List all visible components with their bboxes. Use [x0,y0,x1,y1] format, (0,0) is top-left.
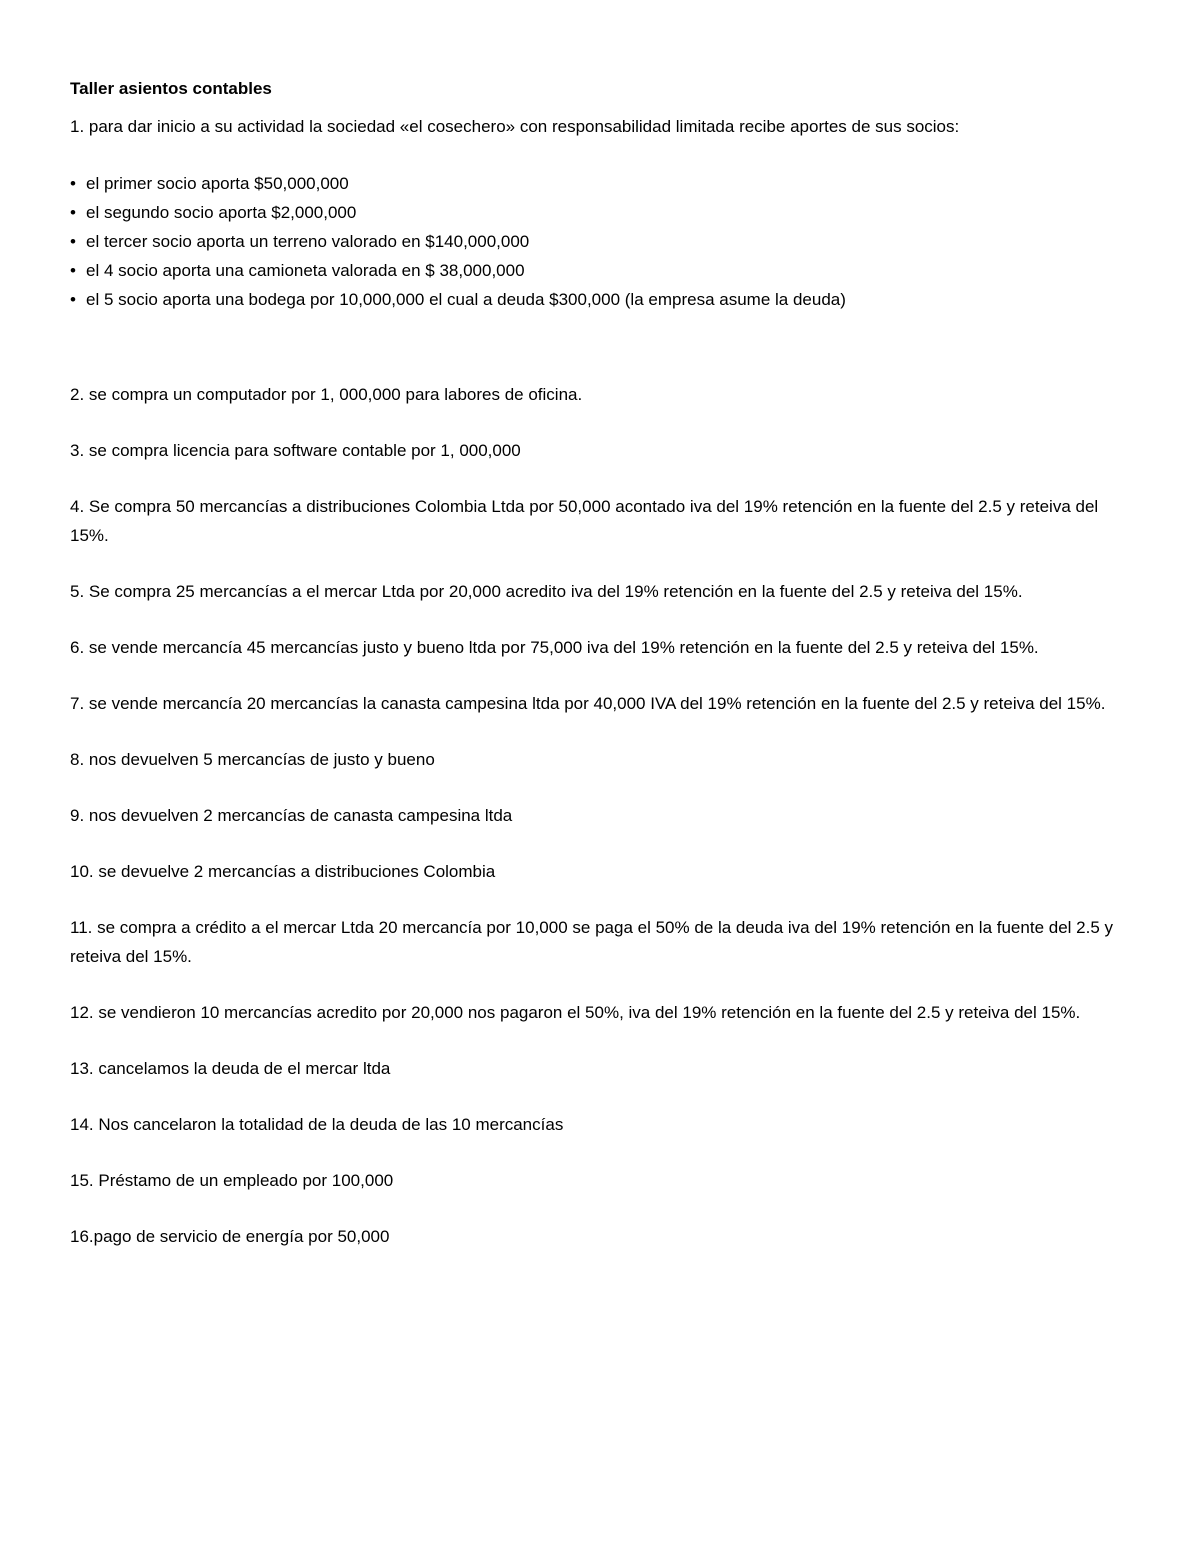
list-item [70,285,1140,314]
list-item-text: el 4 socio aporta una camioneta valorada en $ 38,000,000 [86,261,525,280]
list-item [70,169,1140,198]
list-item [70,256,1140,285]
exercise-item-12: 12. se vendieron 10 mercancías acredito por 20,000 nos pagaron el 50%, iva del 19% retención en la fuente del 2.5 y reteiva del 15%. [70,1003,1081,1022]
list-item [70,198,1140,227]
partner-contributions-list [70,169,1140,314]
exercise-item-2: 2. se compra un computador por 1, 000,000 para labores de oficina. [70,385,583,404]
bullet-icon: • [70,290,76,309]
spacer [70,141,1140,169]
exercise-items [70,380,1140,1251]
list-item-text: el primer socio aporta $50,000,000 [86,174,349,193]
exercise-item-11: 11. se compra a crédito a el mercar Ltda 20 mercancía por 10,000 se paga el 50% de la deuda iva del 19% retención en la fuente del 2.5 y reteiva del 15%. [70,918,1114,966]
exercise-item-16: 16.pago de servicio de energía por 50,000 [70,1227,390,1246]
list-item-text: el 5 socio aporta una bodega por 10,000,000 el cual a deuda $300,000 (la empresa asume la deuda) [86,290,846,309]
bullet-icon: • [70,174,76,193]
exercise-item-4: 4. Se compra 50 mercancías a distribuciones Colombia Ltda por 50,000 acontado iva del 19% retención en la fuente del 2.5 y reteiva del 15%. [70,497,1099,545]
exercise-item-10: 10. se devuelve 2 mercancías a distribuciones Colombia [70,862,496,881]
list-item [70,227,1140,256]
exercise-item-8: 8. nos devuelven 5 mercancías de justo y bueno [70,750,435,769]
exercise-item-3: 3. se compra licencia para software contable por 1, 000,000 [70,441,521,460]
exercise-item-9: 9. nos devuelven 2 mercancías de canasta campesina ltda [70,806,513,825]
exercise-item-6: 6. se vende mercancía 45 mercancías justo y bueno ltda por 75,000 iva del 19% retención en la fuente del 2.5 y reteiva del 15%. [70,638,1039,657]
document-page [70,74,1140,1278]
bullet-icon: • [70,203,76,222]
exercise-item-13: 13. cancelamos la deuda de el mercar ltda [70,1059,391,1078]
intro-paragraph: 1. para dar inicio a su actividad la sociedad «el cosechero» con responsabilidad limitada recibe aportes de sus socios: [70,117,960,136]
exercise-item-15: 15. Préstamo de un empleado por 100,000 [70,1171,394,1190]
exercise-item-5: 5. Se compra 25 mercancías a el mercar Ltda por 20,000 acredito iva del 19% retención en la fuente del 2.5 y reteiva del 15%. [70,582,1023,601]
spacer [70,314,1140,380]
document-title: Taller asientos contables [70,79,272,98]
list-item-text: el tercer socio aporta un terreno valorado en $140,000,000 [86,232,530,251]
list-item-text: el segundo socio aporta $2,000,000 [86,203,357,222]
bullet-icon: • [70,232,76,251]
bullet-icon: • [70,261,76,280]
exercise-item-7: 7. se vende mercancía 20 mercancías la canasta campesina ltda por 40,000 IVA del 19% retención en la fuente del 2.5 y reteiva del 15%. [70,694,1106,713]
exercise-item-14: 14. Nos cancelaron la totalidad de la deuda de las 10 mercancías [70,1115,564,1134]
